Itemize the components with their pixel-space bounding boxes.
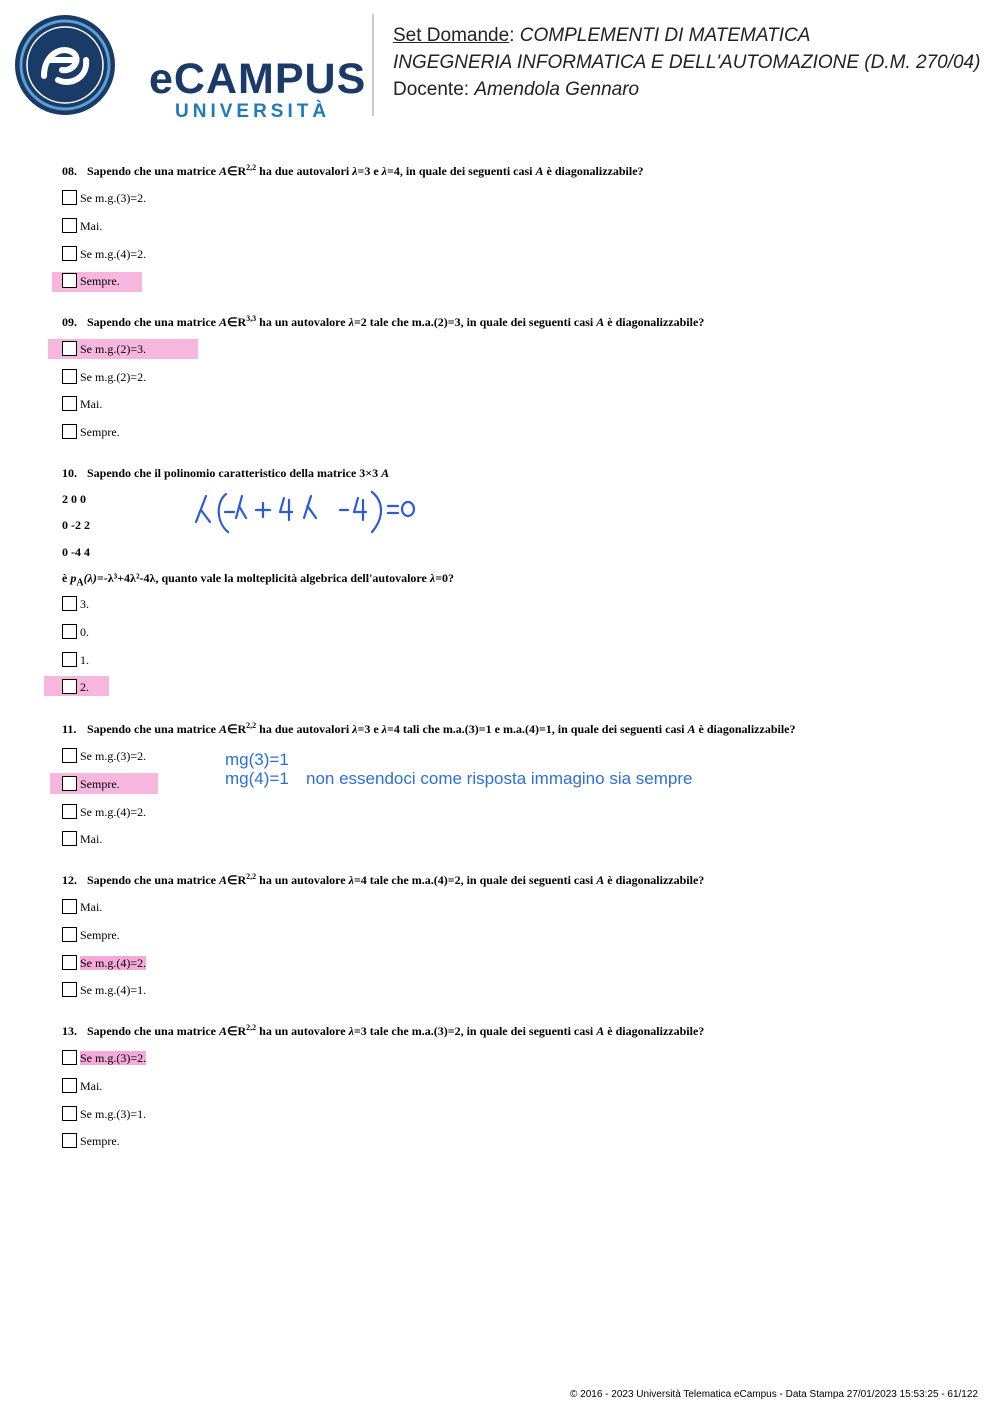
text-part: =4 tali che m.a.(3)=1 e m.a.(4)=1, in quale dei seguenti casi (386, 722, 688, 736)
question-number: 12. (62, 873, 77, 887)
question-text (62, 465, 389, 481)
superscript: 2,2 (246, 872, 257, 881)
math-var: λ (348, 1024, 354, 1038)
option-label: Sempre. (80, 425, 120, 439)
option-label: Se m.g.(2)=2. (80, 370, 147, 384)
question-number: 08. (62, 164, 77, 178)
course-line: Set Domande: COMPLEMENTI DI MATEMATICA (393, 25, 811, 46)
option-label: Se m.g.(4)=2. (80, 956, 147, 970)
checkbox[interactable] (62, 396, 77, 411)
question-text (62, 1023, 704, 1039)
text-part: =4 tale che m.a.(4)=2, in quale dei seguenti casi (353, 873, 597, 887)
math-var: λ (352, 722, 358, 736)
math-var: A (219, 164, 228, 178)
note-mg3: mg(3)=1 (225, 750, 289, 769)
text-part: Sapendo che una matrice (87, 722, 219, 736)
text-part: ∈R (227, 722, 247, 736)
header-divider (372, 14, 374, 116)
text-part: ha un autovalore (256, 873, 349, 887)
page-footer: © 2016 - 2023 Università Telematica eCampus - Data Stampa 27/01/2023 15:53:25 - 61/122 (570, 1389, 978, 1400)
text-part: è (62, 571, 71, 585)
math-var: A (687, 722, 696, 736)
question-text (62, 721, 796, 737)
program-name: INGEGNERIA INFORMATICA E DELL'AUTOMAZIONE (D.M. 270/04) (393, 52, 981, 73)
text-part: ha un autovalore (256, 1024, 349, 1038)
checkbox[interactable] (62, 831, 77, 846)
text-part: =3 e (357, 164, 382, 178)
ecampus-logo (14, 14, 367, 122)
option-label: Sempre. (80, 928, 120, 942)
superscript: 2,2 (246, 721, 257, 730)
math-var: A (596, 1024, 605, 1038)
math-var: A (596, 873, 605, 887)
math-var: λ (348, 315, 354, 329)
question-number: 10. (62, 466, 77, 480)
math-var: λ (381, 722, 387, 736)
checkbox[interactable] (62, 748, 77, 763)
text-part: ha un autovalore (256, 315, 349, 329)
option-label: Sempre. (80, 274, 120, 288)
math-var: A (535, 164, 544, 178)
checkbox[interactable] (62, 1050, 77, 1065)
text-part: è diagonalizzabile? (604, 873, 705, 887)
question-text (62, 314, 704, 330)
text-part: Sapendo che il polinomio caratteristico della matrice 3×3 (87, 466, 382, 480)
checkbox[interactable] (62, 899, 77, 914)
page-header (0, 0, 1000, 130)
checkbox[interactable] (62, 341, 77, 356)
teacher-line (393, 76, 980, 103)
text-part: Sapendo che una matrice (87, 873, 219, 887)
checkbox[interactable] (62, 424, 77, 439)
ecampus-emblem-icon (14, 14, 134, 116)
text-part: è diagonalizzabile? (695, 722, 796, 736)
program-line (393, 49, 980, 76)
math-var: A (219, 873, 228, 887)
text-part: è diagonalizzabile? (604, 1024, 705, 1038)
checkbox[interactable] (62, 596, 77, 611)
text-part: =0? (435, 571, 455, 585)
checkbox[interactable] (62, 679, 77, 694)
text-part: è diagonalizzabile? (543, 164, 644, 178)
math-var: A (381, 466, 390, 480)
superscript: 2,2 (246, 1023, 257, 1032)
option-label: Se m.g.(4)=2. (80, 247, 147, 261)
math-var: A (219, 722, 228, 736)
option-label: Se m.g.(3)=1. (80, 1107, 147, 1121)
checkbox[interactable] (62, 1078, 77, 1093)
checkbox[interactable] (62, 776, 77, 791)
math-var: λ (381, 164, 387, 178)
option-label: Se m.g.(3)=2. (80, 749, 147, 763)
option-label: Se m.g.(3)=2. (80, 1051, 147, 1065)
text-part: ∈R (227, 315, 247, 329)
math-var: (λ) (83, 571, 97, 585)
logo-subtitle: UNIVERSITÀ (175, 101, 331, 122)
checkbox[interactable] (62, 273, 77, 288)
course-name: COMPLEMENTI DI MATEMATICA (519, 25, 811, 46)
question-number: 13. (62, 1024, 77, 1038)
text-part: ha due autovalori (256, 164, 353, 178)
text-part: Sapendo che una matrice (87, 164, 219, 178)
math-var: A (596, 315, 605, 329)
text-part: Sapendo che una matrice (87, 1024, 219, 1038)
math-var: λ (429, 571, 436, 585)
option-label: Sempre. (80, 1134, 120, 1148)
logo-wordmark: eCAMPUS (149, 55, 367, 103)
option-label: Mai. (80, 832, 103, 846)
text-part: =2 tale che m.a.(2)=3, in quale dei seguenti casi (353, 315, 597, 329)
note-mg4: mg(4)=1 (225, 769, 289, 788)
text-part: =3 tale che m.a.(3)=2, in quale dei seguenti casi (353, 1024, 597, 1038)
text-part: ∈R (227, 164, 247, 178)
math-var: λ (348, 873, 354, 887)
checkbox[interactable] (62, 218, 77, 233)
option-label: Se m.g.(2)=3. (80, 342, 147, 356)
option-label: Se m.g.(3)=2. (80, 191, 147, 205)
checkbox[interactable] (62, 369, 77, 384)
matrix-row: 0 -4 4 (62, 545, 90, 559)
option-label: Se m.g.(4)=2. (80, 805, 147, 819)
question-text (62, 163, 644, 179)
checkbox[interactable] (62, 955, 77, 970)
text-part: =-λ³+4λ²-4λ, quanto vale la molteplicità algebrica dell'autovalore (96, 571, 430, 585)
checkbox[interactable] (62, 190, 77, 205)
option-label: Sempre. (80, 777, 120, 791)
polynomial-text (62, 570, 454, 591)
option-label: 1. (80, 653, 89, 667)
checkbox[interactable] (62, 1106, 77, 1121)
course-info (393, 22, 980, 103)
checkbox[interactable] (62, 652, 77, 667)
math-var: A (219, 1024, 228, 1038)
checkbox[interactable] (62, 927, 77, 942)
option-label: 0. (80, 625, 89, 639)
question-number: 09. (62, 315, 77, 329)
handwritten-formula (192, 488, 422, 538)
option-label: Mai. (80, 397, 103, 411)
text-part: =3 e (357, 722, 382, 736)
teacher-name: Amendola Gennaro (474, 79, 640, 100)
option-label: Se m.g.(4)=1. (80, 983, 147, 997)
math-var: λ (352, 164, 358, 178)
question-number: 11. (62, 722, 77, 736)
checkbox[interactable] (62, 982, 77, 997)
option-label: Mai. (80, 900, 103, 914)
subscript: A (76, 577, 84, 589)
superscript: 3,3 (246, 314, 257, 323)
option-label: 3. (80, 597, 89, 611)
set-label: Set Domande (393, 25, 510, 46)
text-part: ∈R (227, 1024, 247, 1038)
text-part: =4, in quale dei seguenti casi (386, 164, 536, 178)
matrix-row: 2 0 0 (62, 492, 86, 506)
teacher-label: Docente: (393, 79, 470, 100)
text-part: ha due autovalori (256, 722, 353, 736)
checkbox[interactable] (62, 1133, 77, 1148)
option-label: 2. (80, 680, 89, 694)
text-part: Sapendo che una matrice (87, 315, 219, 329)
checkbox[interactable] (62, 624, 77, 639)
text-part: ∈R (227, 873, 247, 887)
checkbox[interactable] (62, 804, 77, 819)
question-text (62, 872, 704, 888)
superscript: 2,2 (246, 163, 257, 172)
option-label: Mai. (80, 1079, 103, 1093)
note-explanation: non essendoci come risposta immagino sia sempre (306, 769, 693, 788)
math-var: p (70, 571, 77, 585)
matrix-row: 0 -2 2 (62, 518, 90, 532)
option-label: Mai. (80, 219, 103, 233)
math-var: A (219, 315, 228, 329)
text-part: è diagonalizzabile? (604, 315, 705, 329)
checkbox[interactable] (62, 246, 77, 261)
